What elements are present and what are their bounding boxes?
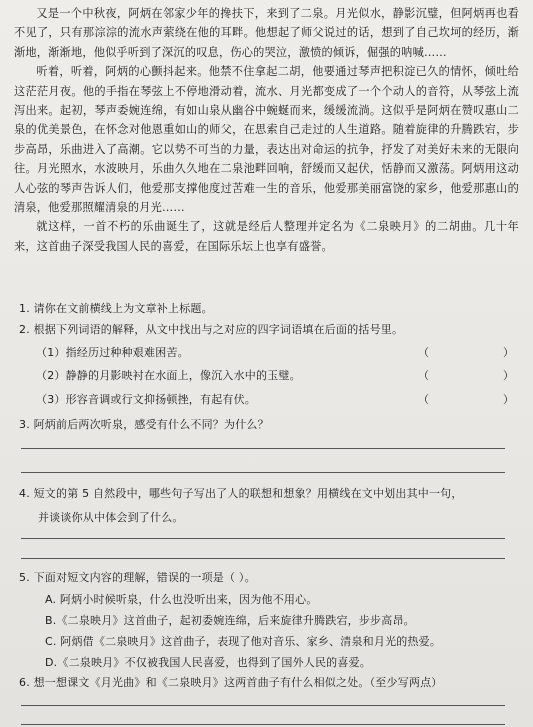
answer-paren-open[interactable]: （ [418, 346, 429, 359]
question-1: 1. 请你在文前横线上为文章补上标题。 [19, 302, 213, 315]
question-2: 2. 根据下列词语的解释，从文中找出与之对应的四字词语填在后面的括号里。 [19, 323, 404, 336]
question-5-option-c[interactable]: C. 阿炳借《二泉映月》这首曲子，表现了他对音乐、家乡、清泉和月光的热爱。 [45, 635, 442, 648]
passage-paragraph: 听着，听着，阿炳的心颤抖起来。他禁不住拿起二胡，他要通过琴声把积淀已久的情怀，倾吐给这茫茫月夜。他的手指在琴弦上不停地滑动着，流水、月光都变成了一个个动人的音符，从琴弦上流泻出来。起初，琴声委婉连绵，有如山泉从幽谷中蜿蜒而来，缓缓流淌。这似乎是阿炳在赞叹惠山二泉的优美景色，在怀念对他恩重如山的师父，在思索自己走过的人生道路。随着旋律的升腾跌宕，步步高昂，乐曲进入了高潮。它以势不可当的力量，表达出对命运的抗争，抒发了对美好未来的无限向往。月光照水，水波映月，乐曲久久地在二泉池畔回响，舒缓而又起伏，恬静而又激荡。阿炳用这动人心弦的琴声告诉人们，他爱那支撑他度过苦难一生的音乐，他爱那美丽富饶的家乡，他爱那惠山的清泉，他爱那照耀清泉的月光…… [14, 65, 519, 215]
question-2-item-1: （1）指经历过种种艰难困苦。 [36, 346, 189, 359]
question-3: 3. 阿炳前后两次听泉，感受有什么不同？为什么？ [19, 418, 269, 431]
answer-line[interactable] [21, 448, 505, 449]
answer-paren-open[interactable]: （ [418, 393, 429, 406]
answer-paren-open[interactable]: （ [418, 369, 429, 382]
answer-paren-close: ） [503, 393, 514, 406]
answer-line[interactable] [21, 472, 505, 473]
answer-line[interactable] [21, 538, 505, 539]
question-4-line-2: 并谈谈你从中体会到了什么。 [38, 511, 184, 524]
passage-paragraph: 又是一个中秋夜，阿炳在邻家少年的搀扶下，来到了二泉。月光似水，静影沉璧，但阿炳再也看不见了，只有那淙淙的流水声萦绕在他的耳畔。他想起了师父说过的话，想到了自己坎坷的经历，渐渐地，渐渐地，他似乎听到了深沉的叹息，伤心的哭泣，激愤的倾诉，倔强的呐喊…… [14, 7, 519, 59]
answer-line[interactable] [21, 724, 505, 725]
passage-paragraph: 就这样，一首不朽的乐曲诞生了，这就是经后人整理并定名为《二泉映月》的二胡曲。几十年来，这首曲子深受我国人民的喜爱，在国际乐坛上也享有盛誉。 [14, 220, 519, 253]
passage [14, 4, 519, 256]
question-5-option-b[interactable]: B.《二泉映月》这首曲子，起初委婉连绵，后来旋律升腾跌宕，步步高昂。 [45, 614, 415, 627]
answer-line[interactable] [21, 558, 505, 559]
answer-line[interactable] [21, 705, 505, 706]
answer-paren-close: ） [503, 369, 514, 382]
question-2-item-2: （2）静静的月影映衬在水面上，像沉入水中的玉璧。 [36, 369, 301, 382]
question-5-option-a[interactable]: A. 阿炳小时候听泉，什么也没听出来，因为他不用心。 [45, 593, 318, 606]
answer-paren-close: ） [503, 346, 514, 359]
question-4-line-1: 4. 短文的第 5 自然段中，哪些句子写出了人的联想和想象？用横线在文中划出其中一句， [19, 487, 463, 500]
question-5: 5. 下面对短文内容的理解，错误的一项是（ ）。 [19, 571, 256, 584]
question-6: 6. 想一想课文《月光曲》和《二泉映月》这两首曲子有什么相似之处。（至少写两点） [19, 676, 443, 689]
question-5-option-d[interactable]: D.《二泉映月》不仅被我国人民喜爱，也得到了国外人民的喜爱。 [45, 656, 371, 669]
question-2-item-3: （3）形容音调或行文抑扬顿挫，有起有伏。 [36, 393, 256, 406]
